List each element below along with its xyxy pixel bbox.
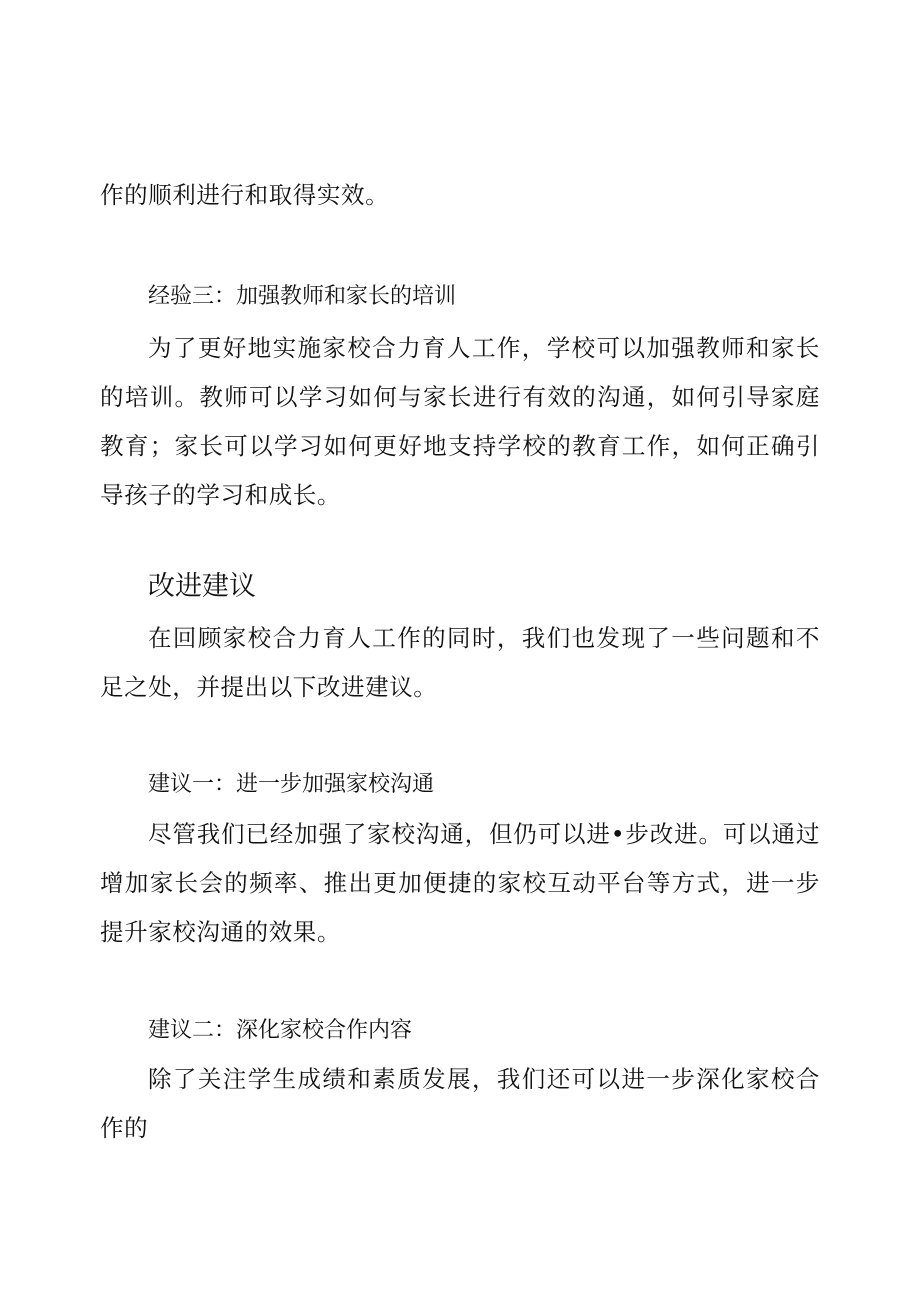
experience-three-paragraph: 为了更好地实施家校合力育人工作，学校可以加强教师和家长的培训。教师可以学习如何与家长进行有效的沟通，如何引导家庭教育；家长可以学习如何更好地支持学校的教育工作，如何正确引导孩子的学习和成长。 [100, 334, 820, 509]
experience-three-heading: 经验三：加强教师和家长的培训 [148, 284, 457, 309]
paragraph-continuation: 作的顺利进行和取得实效。 [100, 181, 390, 209]
suggestion-two-paragraph: 除了关注学生成绩和素质发展，我们还可以进一步深化家校合作的 [100, 1065, 820, 1142]
improvement-intro-paragraph: 在回顾家校合力育人工作的同时，我们也发现了一些问题和不足之处，并提出以下改进建议。 [100, 624, 820, 701]
section-heading-improvement: 改进建议 [148, 571, 256, 602]
suggestion-two-heading: 建议二：深化家校合作内容 [148, 1018, 413, 1043]
suggestion-one-paragraph: 尽管我们已经加强了家校沟通，但仍可以进•步改进。可以通过增加家长会的频率、推出更加便捷的家校互动平台等方式，进一步提升家校沟通的效果。 [100, 820, 820, 946]
suggestion-one-heading: 建议一：进一步加强家校沟通 [148, 772, 435, 797]
